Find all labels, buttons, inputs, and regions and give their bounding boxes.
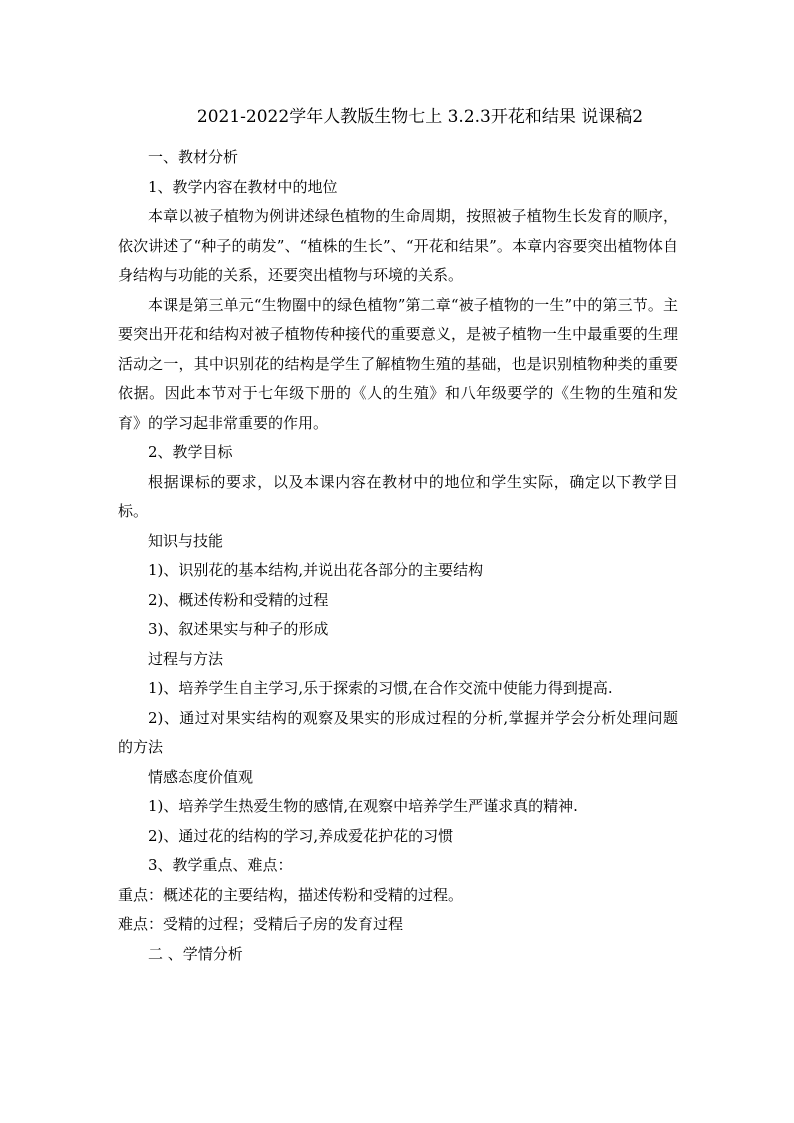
paragraph-chapter-overview: 本章以被子植物为例讲述绿色植物的生命周期，按照被子植物生长发育的顺序，依次讲述了“种子的萌发”、“植株的生长”、“开花和结果”。本章内容要突出植物体自身结构与功能的关系，还要突出植物与环境的关系。 [118,207,678,284]
subheading-teaching-objectives: 2、教学目标 [148,443,233,461]
paragraph-lesson-position: 本课是第三单元“生物圈中的绿色植物”第二章“被子植物的一生”中的第三节。主要突出开花和结构对被子植物传种接代的重要意义，是被子植物一生中最重要的生理活动之一，其中识别花的结构是学生了解植物生殖的基础，也是识别植物种类的重要依据。因此本节对于七年级下册的《人的生殖》和八年级要学的《生物的生殖和发育》的学习起非常重要的作用。 [118,295,678,432]
paragraph-objectives-intro: 根据课标的要求，以及本课内容在教材中的地位和学生实际，确定以下教学目标。 [118,472,678,520]
list-item-process-1: 1)、培养学生自主学习,乐于探索的习惯,在合作交流中使能力得到提高. [148,679,613,697]
document-body [118,143,678,969]
list-item-process-2: 2)、通过对果实结构的观察及果实的形成过程的分析,掌握并学会分析处理问题的方法 [118,708,678,756]
list-item-emotion-2: 2)、通过花的结构的学习,养成爱花护花的习惯 [148,826,454,845]
subheading-key-difficult-points: 3、教学重点、难点： [148,856,293,874]
section-heading-student-analysis: 二 、学情分析 [148,944,243,963]
paragraph-key-points: 重点：概述花的主要结构，描述传粉和受精的过程。 [118,885,464,904]
list-item-emotion-1: 1)、培养学生热爱生物的感情,在观察中培养学生严谨求真的精神. [148,797,578,815]
section-heading-textbook-analysis: 一、教材分析 [148,148,239,166]
list-item-knowledge-3: 3)、叙述果实与种子的形成 [148,620,329,638]
label-knowledge-skills: 知识与技能 [148,531,224,550]
subheading-content-position: 1、教学内容在教材中的地位 [148,177,338,196]
label-process-methods: 过程与方法 [148,649,224,668]
list-item-knowledge-2: 2)、概述传粉和受精的过程 [148,590,329,609]
list-item-knowledge-1: 1)、识别花的基本结构,并说出花各部分的主要结构 [148,561,484,579]
paragraph-difficult-points: 难点：受精的过程；受精后子房的发育过程 [118,915,404,933]
label-emotion-values: 情感态度价值观 [148,767,254,786]
document-title: 2021-2022学年人教版生物七上 3.2.3开花和结果 说课稿2 [196,107,644,127]
